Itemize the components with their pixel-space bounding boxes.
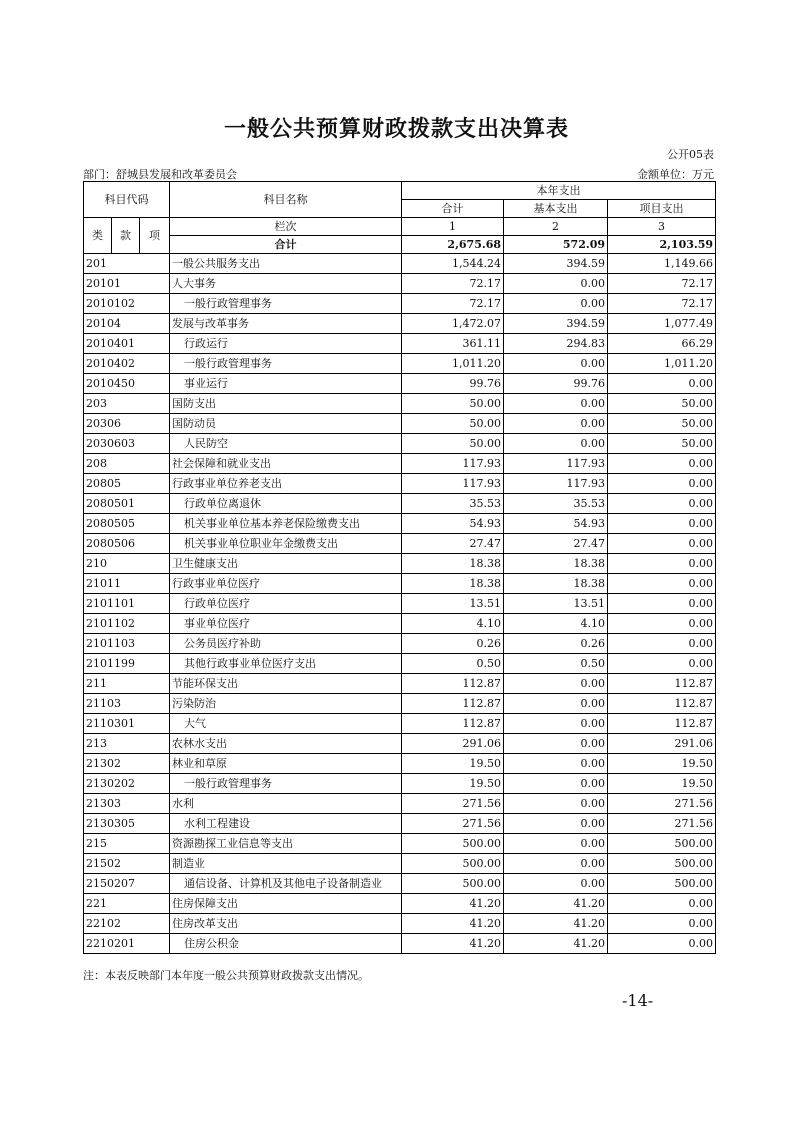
row-total: 112.87 — [402, 714, 504, 734]
row-name: 人民防空 — [170, 434, 402, 454]
row-total: 13.51 — [402, 594, 504, 614]
header-row-1 — [84, 182, 716, 200]
row-total: 361.11 — [402, 334, 504, 354]
row-basic: 35.53 — [504, 494, 608, 514]
row-total: 500.00 — [402, 854, 504, 874]
row-project: 0.00 — [608, 374, 716, 394]
row-code: 20104 — [84, 314, 170, 334]
total-row — [84, 236, 716, 254]
row-basic: 18.38 — [504, 554, 608, 574]
row-code: 20306 — [84, 414, 170, 434]
row-total: 41.20 — [402, 934, 504, 954]
table-row — [84, 794, 716, 814]
row-code: 2150207 — [84, 874, 170, 894]
row-code: 21303 — [84, 794, 170, 814]
row-code: 22102 — [84, 914, 170, 934]
row-code: 2110301 — [84, 714, 170, 734]
row-total: 27.47 — [402, 534, 504, 554]
row-total: 19.50 — [402, 774, 504, 794]
header-basic: 基本支出 — [504, 200, 608, 218]
row-name: 行政单位医疗 — [170, 594, 402, 614]
row-project: 500.00 — [608, 854, 716, 874]
row-name: 发展与改革事务 — [170, 314, 402, 334]
header-lei: 类 — [84, 218, 112, 254]
row-project: 271.56 — [608, 814, 716, 834]
row-name: 机关事业单位基本养老保险缴费支出 — [170, 514, 402, 534]
row-name: 住房公积金 — [170, 934, 402, 954]
table-row — [84, 454, 716, 474]
row-name: 林业和草原 — [170, 754, 402, 774]
row-total: 500.00 — [402, 874, 504, 894]
row-name: 卫生健康支出 — [170, 554, 402, 574]
footnote: 注：本表反映部门本年度一般公共预算财政拨款支出情况。 — [83, 969, 369, 982]
row-basic: 0.00 — [504, 714, 608, 734]
row-total: 291.06 — [402, 734, 504, 754]
row-basic: 0.00 — [504, 774, 608, 794]
row-name: 通信设备、计算机及其他电子设备制造业 — [170, 874, 402, 894]
row-project: 291.06 — [608, 734, 716, 754]
row-total: 50.00 — [402, 434, 504, 454]
row-total: 112.87 — [402, 694, 504, 714]
row-code: 210 — [84, 554, 170, 574]
row-code: 2010450 — [84, 374, 170, 394]
table-row — [84, 494, 716, 514]
row-code: 21502 — [84, 854, 170, 874]
table-row — [84, 294, 716, 314]
row-basic: 294.83 — [504, 334, 608, 354]
row-basic: 99.76 — [504, 374, 608, 394]
row-name: 行政单位离退休 — [170, 494, 402, 514]
row-name: 住房保障支出 — [170, 894, 402, 914]
row-basic: 41.20 — [504, 914, 608, 934]
header-current-year: 本年支出 — [402, 182, 716, 200]
row-total: 41.20 — [402, 914, 504, 934]
row-code: 2130202 — [84, 774, 170, 794]
row-code: 213 — [84, 734, 170, 754]
table-row — [84, 314, 716, 334]
row-name: 节能环保支出 — [170, 674, 402, 694]
page-number: -14- — [622, 991, 654, 1010]
row-project: 1,077.49 — [608, 314, 716, 334]
row-code: 21302 — [84, 754, 170, 774]
row-basic: 0.00 — [504, 754, 608, 774]
row-code: 2101199 — [84, 654, 170, 674]
row-project: 19.50 — [608, 754, 716, 774]
row-project: 66.29 — [608, 334, 716, 354]
row-basic: 18.38 — [504, 574, 608, 594]
row-code: 208 — [84, 454, 170, 474]
row-basic: 394.59 — [504, 314, 608, 334]
table-row — [84, 394, 716, 414]
total-amount: 2,675.68 — [402, 236, 504, 254]
table-row — [84, 594, 716, 614]
row-name: 社会保障和就业支出 — [170, 454, 402, 474]
row-total: 500.00 — [402, 834, 504, 854]
row-code: 2010102 — [84, 294, 170, 314]
table-row — [84, 474, 716, 494]
row-basic: 0.50 — [504, 654, 608, 674]
row-total: 18.38 — [402, 574, 504, 594]
table-row — [84, 934, 716, 954]
row-project: 112.87 — [608, 674, 716, 694]
row-project: 0.00 — [608, 514, 716, 534]
row-basic: 0.00 — [504, 394, 608, 414]
table-row — [84, 434, 716, 454]
row-name: 污染防治 — [170, 694, 402, 714]
table-row — [84, 654, 716, 674]
row-name: 其他行政事业单位医疗支出 — [170, 654, 402, 674]
row-code: 2101103 — [84, 634, 170, 654]
row-basic: 117.93 — [504, 474, 608, 494]
row-total: 1,472.07 — [402, 314, 504, 334]
row-project: 0.00 — [608, 534, 716, 554]
row-basic: 0.00 — [504, 694, 608, 714]
table-row — [84, 414, 716, 434]
table-row — [84, 814, 716, 834]
row-project: 112.87 — [608, 694, 716, 714]
row-name: 行政运行 — [170, 334, 402, 354]
total-label: 合计 — [170, 236, 402, 254]
header-code: 科目代码 — [84, 182, 170, 218]
row-code: 211 — [84, 674, 170, 694]
row-basic: 41.20 — [504, 934, 608, 954]
total-project: 2,103.59 — [608, 236, 716, 254]
row-basic: 41.20 — [504, 894, 608, 914]
table-row — [84, 854, 716, 874]
row-code: 215 — [84, 834, 170, 854]
unit-label: 金额单位：万元 — [637, 168, 714, 181]
table-row — [84, 634, 716, 654]
row-name: 行政事业单位医疗 — [170, 574, 402, 594]
row-total: 0.50 — [402, 654, 504, 674]
row-name: 一般公共服务支出 — [170, 254, 402, 274]
row-total: 0.26 — [402, 634, 504, 654]
table-row — [84, 254, 716, 274]
table-row — [84, 614, 716, 634]
header-total: 合计 — [402, 200, 504, 218]
row-name: 公务员医疗补助 — [170, 634, 402, 654]
header-project: 项目支出 — [608, 200, 716, 218]
header-kuan: 款 — [112, 218, 140, 254]
row-name: 农林水支出 — [170, 734, 402, 754]
row-total: 41.20 — [402, 894, 504, 914]
row-total: 117.93 — [402, 454, 504, 474]
form-number: 公开05表 — [667, 148, 714, 161]
table-row — [84, 914, 716, 934]
row-basic: 0.00 — [504, 354, 608, 374]
row-total: 4.10 — [402, 614, 504, 634]
table-row — [84, 274, 716, 294]
table-row — [84, 534, 716, 554]
header-name: 科目名称 — [170, 182, 402, 218]
row-name: 行政事业单位养老支出 — [170, 474, 402, 494]
row-basic: 0.00 — [504, 794, 608, 814]
table-row — [84, 554, 716, 574]
table-row — [84, 774, 716, 794]
row-name: 国防支出 — [170, 394, 402, 414]
row-basic: 0.00 — [504, 874, 608, 894]
department-label: 部门：舒城县发展和改革委员会 — [83, 168, 237, 181]
row-basic: 0.26 — [504, 634, 608, 654]
row-project: 112.87 — [608, 714, 716, 734]
row-total: 50.00 — [402, 394, 504, 414]
row-total: 35.53 — [402, 494, 504, 514]
table-row — [84, 694, 716, 714]
row-project: 0.00 — [608, 494, 716, 514]
row-total: 19.50 — [402, 754, 504, 774]
row-project: 0.00 — [608, 474, 716, 494]
row-project: 0.00 — [608, 894, 716, 914]
row-code: 2030603 — [84, 434, 170, 454]
row-code: 2010402 — [84, 354, 170, 374]
row-basic: 394.59 — [504, 254, 608, 274]
row-code: 21103 — [84, 694, 170, 714]
row-code: 221 — [84, 894, 170, 914]
row-basic: 0.00 — [504, 834, 608, 854]
row-project: 0.00 — [608, 454, 716, 474]
table-row — [84, 374, 716, 394]
row-project: 50.00 — [608, 394, 716, 414]
row-basic: 0.00 — [504, 814, 608, 834]
document-title: 一般公共预算财政拨款支出决算表 — [223, 117, 569, 142]
row-name: 一般行政管理事务 — [170, 294, 402, 314]
row-project: 50.00 — [608, 434, 716, 454]
row-basic: 54.93 — [504, 514, 608, 534]
row-total: 18.38 — [402, 554, 504, 574]
table-row — [84, 734, 716, 754]
table-row — [84, 334, 716, 354]
table-row — [84, 674, 716, 694]
row-project: 72.17 — [608, 294, 716, 314]
table-row — [84, 834, 716, 854]
expenditure-table — [83, 181, 716, 954]
row-basic: 0.00 — [504, 674, 608, 694]
row-name: 机关事业单位职业年金缴费支出 — [170, 534, 402, 554]
row-name: 大气 — [170, 714, 402, 734]
row-name: 制造业 — [170, 854, 402, 874]
row-project: 1,011.20 — [608, 354, 716, 374]
row-project: 271.56 — [608, 794, 716, 814]
row-total: 99.76 — [402, 374, 504, 394]
row-basic: 13.51 — [504, 594, 608, 614]
row-project: 500.00 — [608, 834, 716, 854]
row-project: 0.00 — [608, 614, 716, 634]
row-basic: 0.00 — [504, 434, 608, 454]
header-row-3 — [84, 218, 716, 236]
row-name: 一般行政管理事务 — [170, 774, 402, 794]
row-name: 事业单位医疗 — [170, 614, 402, 634]
table-row — [84, 714, 716, 734]
row-code: 20101 — [84, 274, 170, 294]
row-total: 271.56 — [402, 814, 504, 834]
table-row — [84, 894, 716, 914]
table-row — [84, 574, 716, 594]
row-basic: 0.00 — [504, 734, 608, 754]
row-name: 资源勘探工业信息等支出 — [170, 834, 402, 854]
row-basic: 0.00 — [504, 854, 608, 874]
row-basic: 4.10 — [504, 614, 608, 634]
row-name: 人大事务 — [170, 274, 402, 294]
row-total: 54.93 — [402, 514, 504, 534]
row-code: 2101102 — [84, 614, 170, 634]
row-basic: 27.47 — [504, 534, 608, 554]
row-project: 72.17 — [608, 274, 716, 294]
row-code: 20805 — [84, 474, 170, 494]
table-row — [84, 514, 716, 534]
row-name: 水利工程建设 — [170, 814, 402, 834]
table-row — [84, 874, 716, 894]
header-col2: 2 — [504, 218, 608, 236]
row-code: 2080506 — [84, 534, 170, 554]
row-project: 0.00 — [608, 914, 716, 934]
row-project: 0.00 — [608, 554, 716, 574]
row-total: 271.56 — [402, 794, 504, 814]
row-name: 事业运行 — [170, 374, 402, 394]
row-project: 19.50 — [608, 774, 716, 794]
row-name: 一般行政管理事务 — [170, 354, 402, 374]
row-code: 2080505 — [84, 514, 170, 534]
header-col1: 1 — [402, 218, 504, 236]
row-code: 201 — [84, 254, 170, 274]
row-project: 0.00 — [608, 574, 716, 594]
row-total: 112.87 — [402, 674, 504, 694]
header-column-label: 栏次 — [170, 218, 402, 236]
row-project: 0.00 — [608, 594, 716, 614]
row-project: 0.00 — [608, 654, 716, 674]
header-xiang: 项 — [140, 218, 170, 254]
row-code: 2130305 — [84, 814, 170, 834]
row-project: 0.00 — [608, 934, 716, 954]
table-row — [84, 754, 716, 774]
header-col3: 3 — [608, 218, 716, 236]
row-basic: 0.00 — [504, 294, 608, 314]
row-project: 500.00 — [608, 874, 716, 894]
row-total: 50.00 — [402, 414, 504, 434]
row-project: 50.00 — [608, 414, 716, 434]
row-basic: 0.00 — [504, 414, 608, 434]
row-project: 1,149.66 — [608, 254, 716, 274]
row-code: 21011 — [84, 574, 170, 594]
row-total: 1,544.24 — [402, 254, 504, 274]
row-total: 1,011.20 — [402, 354, 504, 374]
row-basic: 117.93 — [504, 454, 608, 474]
row-name: 水利 — [170, 794, 402, 814]
table-row — [84, 354, 716, 374]
row-total: 117.93 — [402, 474, 504, 494]
row-basic: 0.00 — [504, 274, 608, 294]
row-code: 2210201 — [84, 934, 170, 954]
row-code: 2080501 — [84, 494, 170, 514]
row-project: 0.00 — [608, 634, 716, 654]
row-name: 国防动员 — [170, 414, 402, 434]
row-code: 2010401 — [84, 334, 170, 354]
total-basic: 572.09 — [504, 236, 608, 254]
row-code: 203 — [84, 394, 170, 414]
row-name: 住房改革支出 — [170, 914, 402, 934]
row-total: 72.17 — [402, 294, 504, 314]
row-total: 72.17 — [402, 274, 504, 294]
row-code: 2101101 — [84, 594, 170, 614]
